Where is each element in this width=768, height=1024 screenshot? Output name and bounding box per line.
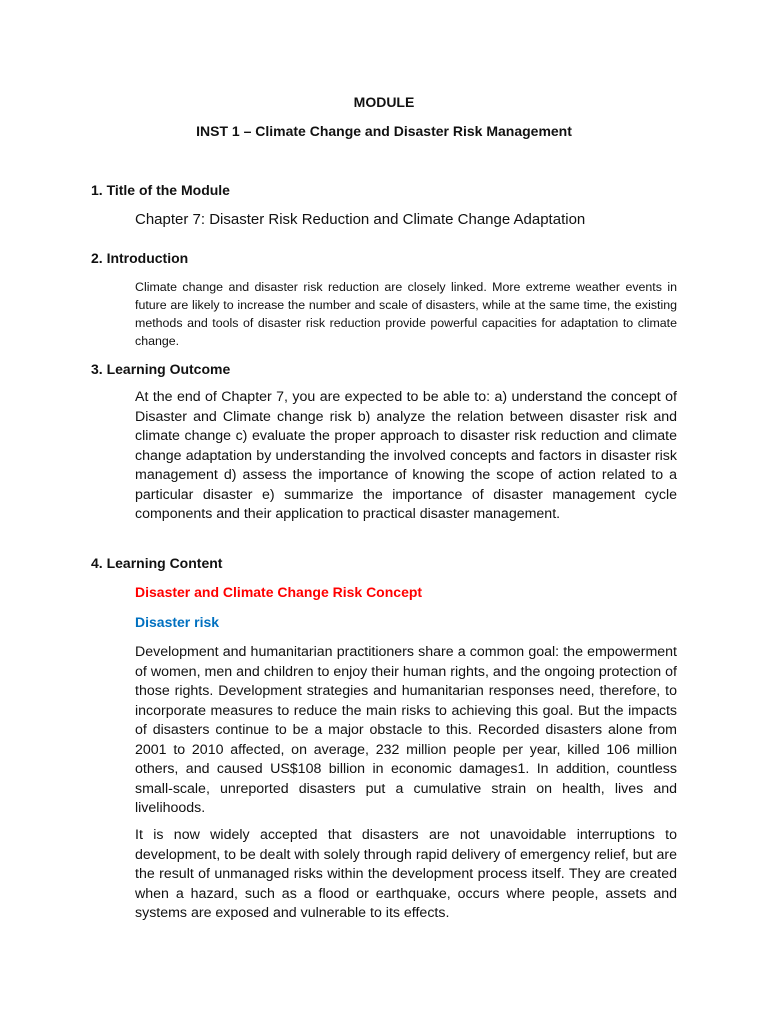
section-heading-title: 1. Title of the Module <box>91 182 230 198</box>
subheading-disaster-risk: Disaster risk <box>135 614 220 630</box>
course-title: INST 1 – Climate Change and Disaster Risk Management <box>196 123 572 139</box>
content-paragraph-2: It is now widely accepted that disasters are not unavoidable interruptions to development, to be dealt with solely through rapid delivery of emergency relief, but are the result of unmanaged risks within the development process itself. They are created when a hazard, such as a flood or earthquake, occurs where people, assets and systems are exposed and vulnerable to its effects. <box>135 827 677 921</box>
introduction-paragraph: Climate change and disaster risk reduction are closely linked. More extreme weather events in future are likely to increase the number and scale of disasters, while at the same time, the existing methods and tools of disaster risk reduction provide powerful capacities for adaptation to climate change. <box>135 280 677 348</box>
module-chapter-title: Chapter 7: Disaster Risk Reduction and Climate Change Adaptation <box>135 211 586 228</box>
learning-outcome-paragraph: At the end of Chapter 7, you are expected to be able to: a) understand the concept of Disaster and Climate change risk b) analyze the relation between disaster risk and climate change c) evaluate the proper approach to disaster risk reduction and climate change adaptation by understanding the involved concepts and factors in disaster risk management d) assess the importance of knowing the scope of action related to a particular disaster e) summarize the importance of disaster management cycle components and their application to practical disaster management. <box>135 389 677 522</box>
subheading-risk-concept: Disaster and Climate Change Risk Concept <box>135 584 423 600</box>
section-heading-learning-content: 4. Learning Content <box>91 555 223 571</box>
module-label: MODULE <box>353 94 415 110</box>
section-heading-learning-outcome: 3. Learning Outcome <box>91 361 231 377</box>
content-paragraph-1: Development and humanitarian practitioners share a common goal: the empowerment of women, men and children to enjoy their human rights, and the ongoing protection of those rights. Development strategies and humanitarian responses need, therefore, to incorporate measures to reduce the main risks to achieving this goal. But the impacts of disasters continue to be a major obstacle to this. Recorded disasters alone from 2001 to 2010 affected, on average, 232 million people per year, killed 106 million others, and caused US$108 billion in economic damages1. In addition, countless small-scale, unreported disasters put a cumulative strain on health, lives and livelihoods. <box>135 644 677 816</box>
section-heading-introduction: 2. Introduction <box>91 250 189 266</box>
